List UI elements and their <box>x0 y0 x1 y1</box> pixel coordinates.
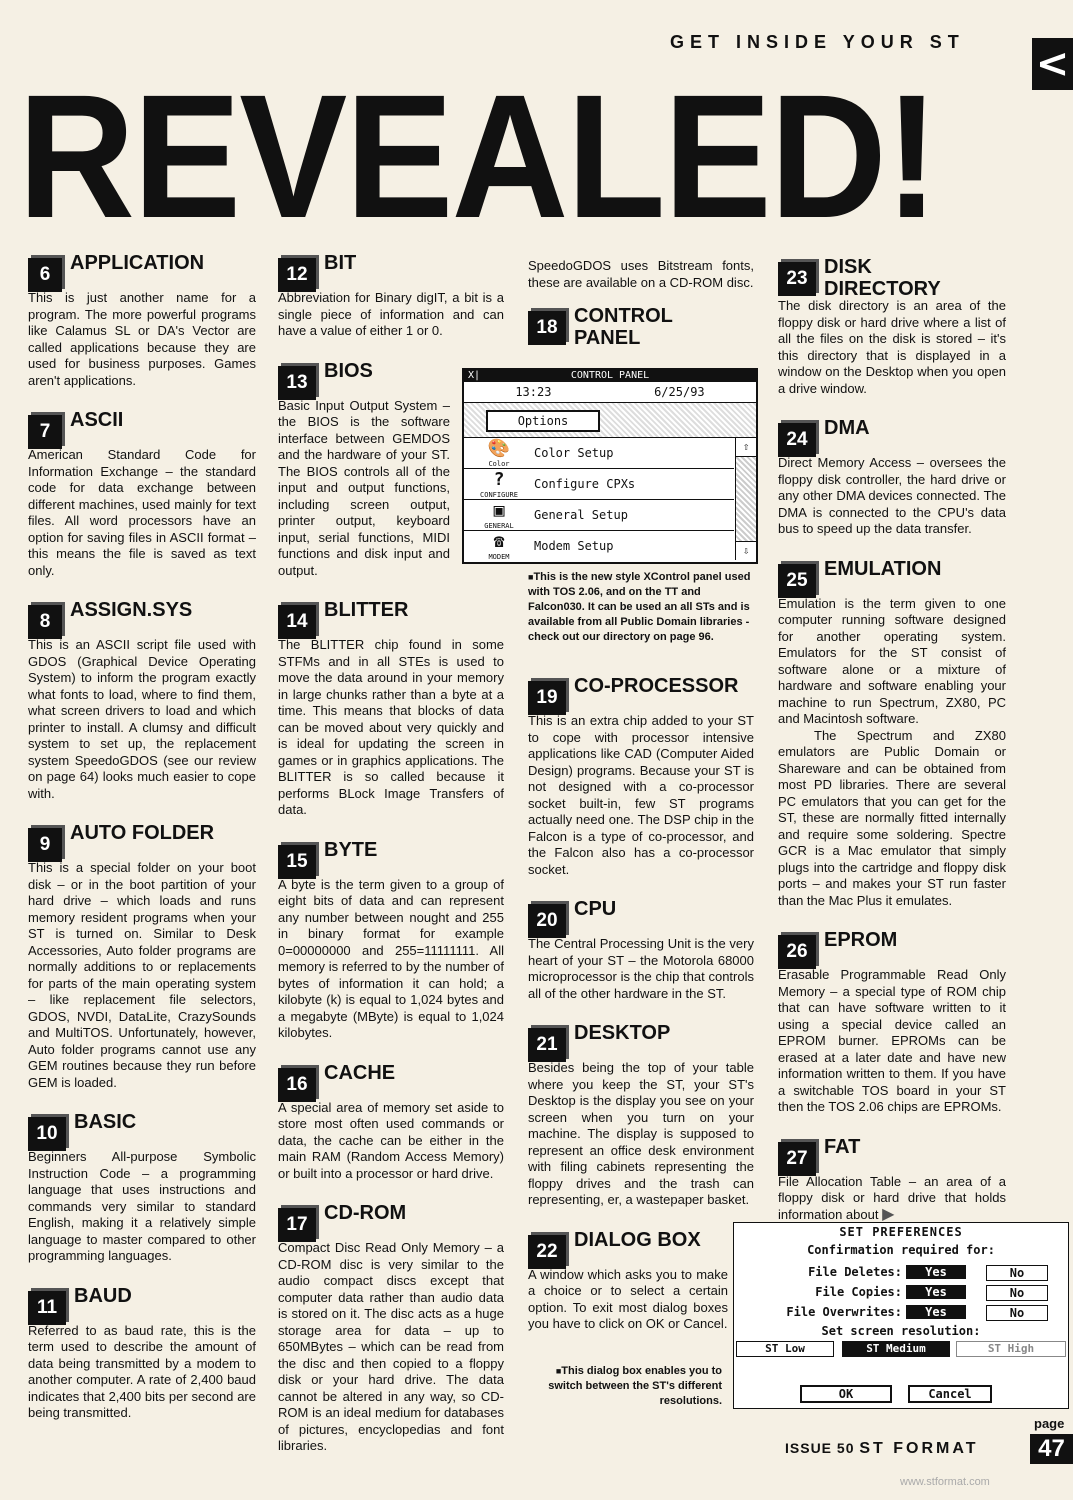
entry-body: Basic Input Output System – the BIOS is the software interface between GEMDOS and the hardware of your ST. The BIOS controls all of the input and output functions, including screen output, printer output, keyboard input, serial functions, MIDI functions and disk input and output. <box>278 397 450 578</box>
file-overwrites-label: File Overwrites: <box>786 1305 902 1319</box>
entry-number: 21 <box>528 1028 566 1062</box>
st-medium-button[interactable]: ST Medium <box>842 1341 950 1357</box>
entry-assign-sys <box>28 599 256 802</box>
entry-body: Direct Memory Access – oversees the floppy disk controller, the hard drive or any other DMA devices connected. The DMA is connected to the CPU's data bus to speed up the data transfer. <box>778 455 1006 536</box>
entry-body-continued: The Spectrum and ZX80 emulators are Public Domain or Shareware and can be obtained from most PD libraries. There are several PC emulators that you can get for the ST, these are normally fitted internally and require some soldering. Spectre GCR is a Mac emulator that simply plugs into the cartridge and floppy disk ports – and makes your ST run faster than the Mac Plus it emulates. <box>778 727 1006 908</box>
entry-number: 25 <box>778 564 816 598</box>
icon-label: MODEM <box>488 553 510 561</box>
entry-title: BAUD <box>74 1284 132 1307</box>
options-button[interactable]: Options <box>486 410 600 432</box>
cpx-label: Color Setup <box>534 446 614 460</box>
entry-title: DISK DIRECTORY <box>824 256 941 300</box>
entry-bit <box>278 252 504 340</box>
entry-number: 22 <box>528 1235 566 1269</box>
file-deletes-no-button[interactable]: No <box>986 1265 1048 1281</box>
control-panel-titlebar[interactable] <box>464 370 756 382</box>
icon-label: CONFIGURE <box>480 491 518 499</box>
file-overwrites-yes-button[interactable]: Yes <box>906 1305 966 1319</box>
entry-blitter <box>278 599 504 819</box>
entry-number: 20 <box>528 904 566 938</box>
file-copies-no-button[interactable]: No <box>986 1285 1048 1301</box>
entry-body: A special area of memory set aside to store most often used commands or data, the cache can be either in the main RAM (Random Access Memory) or built into a processor or hard drive. <box>278 1099 504 1181</box>
cpx-modem-setup[interactable] <box>464 531 734 561</box>
entry-ascii <box>28 409 256 579</box>
question-icon: ? <box>493 469 505 490</box>
entry-body: Besides being the top of your table where you keep the ST, your ST's Desktop is the display you see on your screen when you turn on your machine. The display is supposed to represent an office desk environment with filing cabinets representing the floppy drives and the trash can representing, er, a wastepaper basket. <box>528 1060 754 1207</box>
section-header: GET INSIDE YOUR ST <box>670 32 965 52</box>
entry-title: BASIC <box>74 1111 137 1133</box>
control-panel-window <box>462 368 758 564</box>
dialog-caption: ■ This dialog box enables you to switch between the ST's different resolutions. <box>540 1364 722 1409</box>
cpx-configure[interactable] <box>464 469 734 500</box>
file-deletes-label: File Deletes: <box>808 1265 902 1279</box>
st-high-button[interactable]: ST High <box>956 1341 1066 1357</box>
entry-title: BIT <box>324 252 357 274</box>
entry-title: EPROM <box>824 929 898 951</box>
cpx-label: Modem Setup <box>534 539 614 553</box>
entry-number: 6 <box>28 258 62 292</box>
entry-title: APPLICATION <box>70 252 205 274</box>
entry-number: 15 <box>278 845 316 879</box>
scroll-up-icon[interactable]: ⇧ <box>736 438 756 457</box>
entry-fat <box>778 1136 1006 1224</box>
entry-body: The disk directory is an area of the floppy disk or hard drive where a list of all the files on the disk is stored – it's this directory that is displayed in a window on the Desktop when you open a drive window. <box>778 298 1006 396</box>
entry-body: This is just another name for a program. The more powerful programs like Calamus SL or DA's Vector are called applications because they are used for business purposes. Games aren't applications. <box>28 290 256 388</box>
entry-title: BLITTER <box>324 599 409 621</box>
entry-number: 16 <box>278 1068 316 1102</box>
entry-body: This is an ASCII script file used with GDOS (Graphical Device Operating System) to inform the program exactly what fonts to load, where to find them, what screen drivers to load and which printer to install. A clumsy and difficult system to set up, the replacement system SpeedoGDOS (see our review on page 64) looks much easier to cope with. <box>28 637 256 801</box>
speedogdos-continued: SpeedoGDOS uses Bitstream fonts, these are available on a CD-ROM disc. <box>528 258 754 290</box>
window-title: CONTROL PANEL <box>570 370 650 381</box>
entry-application <box>28 252 256 389</box>
set-preferences-dialog <box>733 1222 1069 1409</box>
entry-desktop <box>528 1022 754 1209</box>
entry-number: 13 <box>278 366 316 400</box>
entry-body: File Allocation Table – an area of a floppy disk or hard drive that holds information about <box>778 1173 1006 1222</box>
file-deletes-yes-button[interactable]: Yes <box>906 1265 966 1279</box>
entry-cpu <box>528 898 754 1002</box>
file-copies-label: File Copies: <box>815 1285 902 1299</box>
cpx-general-setup[interactable] <box>464 500 734 531</box>
entry-number: 18 <box>528 311 566 345</box>
scroll-down-icon[interactable]: ⇩ <box>736 541 756 560</box>
file-overwrites-no-button[interactable]: No <box>986 1305 1048 1321</box>
computer-icon: ▣ <box>493 500 505 521</box>
entry-title: AUTO FOLDER <box>70 822 215 844</box>
entry-number: 24 <box>778 423 816 457</box>
entry-body: Referred to as baud rate, this is the term used to describe the amount of data being transmitted by a modem to another computer. A rate of 2,400 baud indicates that 2,400 bits per second are being transmitted. <box>28 1322 256 1420</box>
entry-title: BIOS <box>324 359 373 382</box>
entry-number: 27 <box>778 1142 816 1176</box>
entry-dialog-box <box>528 1229 728 1333</box>
watermark-url: www.stformat.com <box>900 1476 990 1488</box>
entry-auto-folder <box>28 822 256 1091</box>
dialog-title: SET PREFERENCES <box>839 1225 963 1239</box>
entry-title: CONTROL PANEL <box>574 305 673 349</box>
entry-body: This is an extra chip added to your ST to cope with processor intensive applications like CAD (Computer Aided Design) programs. Because your ST is not designed with a co-processor socket built-in, few ST programs actually need one. The DSP chip in the Falcon is a type of co-processor, and the Falcon also has a co-processor socket. <box>528 713 754 877</box>
entry-title: ASSIGN.SYS <box>70 599 193 621</box>
st-low-button[interactable]: ST Low <box>736 1341 834 1357</box>
entry-number: 10 <box>28 1117 66 1151</box>
palette-icon: 🎨 <box>487 438 511 459</box>
entry-title: ASCII <box>70 409 124 431</box>
entry-body: A window which asks you to make a choice or to select a certain option. To exit most dialog boxes you have to click on OK or Cancel. <box>528 1266 728 1331</box>
entry-body: This is a special folder on your boot disk – or in the boot partition of your hard drive – which loads and runs memory resident programs when your ST is turned on. Similar to Desk Accessories, Auto folder programs are normally additions to or replacements for parts of the main operating system – like replacement file selectors, GDOS, NVDI, DataLite, CrazySounds and MultiTOS. Unfortunately, however, Auto folder programs cannot use any GEM routines because they run before GEM is loaded. <box>28 860 256 1090</box>
entry-number: 12 <box>278 258 316 292</box>
clock-time: 13:23 <box>515 385 552 399</box>
entry-number: 19 <box>528 681 566 715</box>
entry-number: 26 <box>778 935 816 969</box>
entry-number: 8 <box>28 605 62 639</box>
entry-disk-directory <box>778 256 1006 397</box>
icon-label: Color <box>488 460 510 468</box>
entry-cd-rom <box>278 1202 504 1455</box>
issue-number: ISSUE 50 <box>785 1440 855 1456</box>
cpx-color-setup[interactable] <box>464 438 734 469</box>
entry-eprom <box>778 929 1006 1116</box>
continue-arrow-icon: ▶ <box>882 1205 895 1223</box>
entry-title: CD-ROM <box>324 1202 407 1224</box>
cpx-label: General Setup <box>534 508 628 522</box>
entry-body: The Central Processing Unit is the very heart of your ST – the Motorola 68000 microprocessor is the chip that controls all of the other hardware in the ST. <box>528 936 754 1001</box>
page-word: page <box>1034 1416 1065 1431</box>
entry-number: 14 <box>278 605 316 639</box>
entry-number: 17 <box>278 1208 316 1242</box>
entry-cache <box>278 1062 504 1183</box>
entry-body: Abbreviation for Binary digIT, a bit is a single piece of information and can have a value of either 1 or 0. <box>278 290 504 338</box>
entry-title: CACHE <box>324 1061 396 1084</box>
scrollbar[interactable] <box>735 438 756 560</box>
file-copies-yes-button[interactable]: Yes <box>906 1285 966 1299</box>
entry-baud <box>28 1285 256 1422</box>
control-panel-caption: ■ This is the new style XControl panel used with TOS 2.06, and on the TT and Falcon030. It can be used an all STs and is available from all Public Domain libraries - check out our directory on page 96. <box>528 570 754 645</box>
entry-number: 23 <box>778 262 816 296</box>
entry-title: DMA <box>824 417 870 439</box>
entry-control-panel <box>528 305 754 349</box>
entry-dma <box>778 417 1006 538</box>
entry-title: DIALOG BOX <box>574 1228 701 1251</box>
entry-body: A byte is the term given to a group of eight bits of data and can represent any number between nought and 255 in binary format for example 0=00000000 and 255=11111111. All memory is referred to by the number of bytes of information it can hold; a kilobyte (k) is equal to 1,024 bytes and a megabyte (MByte) is equal to 1,024 kilobytes. <box>278 876 504 1040</box>
entry-number: 11 <box>28 1291 66 1325</box>
entry-title: CPU <box>574 898 617 920</box>
entry-title: DESKTOP <box>574 1022 671 1044</box>
entry-body: American Standard Code for Information Exchange – the standard code for data exchange between different machines, used mainly for text files. All word processors have an option for saving files in ASCII format – this means the file is saved as text only. <box>28 447 256 578</box>
phone-icon: ☎ <box>493 531 505 552</box>
entry-title: BYTE <box>324 838 378 861</box>
clock-date: 6/25/93 <box>654 385 705 399</box>
resolution-label: Set screen resolution: <box>821 1324 981 1338</box>
entry-title: CO-PROCESSOR <box>574 675 739 697</box>
entry-title: FAT <box>824 1135 861 1158</box>
entry-body: Beginners All-purpose Symbolic Instruction Code – a programming language that uses instructions and commands very similar to standard English, making it a relatively simple language to master compared to other programming languages. <box>28 1149 256 1263</box>
entry-number: 9 <box>28 828 62 862</box>
page-number: 47 <box>1030 1434 1073 1464</box>
close-icon[interactable]: X| <box>468 370 481 381</box>
magazine-name: ST FORMAT <box>859 1440 979 1457</box>
confirm-label: Confirmation required for: <box>807 1243 995 1257</box>
entry-byte <box>278 839 504 1042</box>
entry-co-processor <box>528 675 754 878</box>
page-title: REVEALED! <box>18 59 938 255</box>
entry-body: Emulation is the term given to one computer running software designed for another operating system. Emulators for the ST consist of software alone or a mixture of hardware and software enabling your machine to run Spectrum, ZX80, PC and Macintosh software. <box>778 595 1006 726</box>
entry-number: 7 <box>28 415 62 449</box>
chevron-left-icon: < <box>1032 38 1073 90</box>
entry-body: Compact Disc Read Only Memory – a CD-ROM disc is very similar to the audio compact discs except that computer data rather than audio data is stored on it. The disc acts as a huge storage area for data – up to 650MBytes – which can be read from the disc and then copied to a floppy disk or your hard drive. The data cannot be altered in any way, so CD-ROM is an ideal medium for databases of pictures, encyclopedias and font libraries. <box>278 1240 504 1453</box>
footer-issue <box>785 1440 979 1458</box>
entry-bios <box>278 360 450 580</box>
entry-title: EMULATION <box>824 557 942 580</box>
entry-body: The BLITTER chip found in some STFMs and in all STEs is used to move the data around in your memory in large chunks rather than a byte at a time. This means that blocks of data can be moved about very quickly and is ideal for updating the screen in games or in graphics applications. The BLITTER is so called because it performs BLock Image Transfers of data. <box>278 637 504 817</box>
entry-body: Erasable Programmable Read Only Memory – a special type of ROM chip that can have software written to it using a special device called an EPROM burner. EPROMs can be erased at a later date and have new information written to them. If you have a switchable TOS board in your ST then the TOS 2.06 chips are EPROMs. <box>778 967 1006 1114</box>
entry-basic <box>28 1111 256 1265</box>
cancel-button[interactable]: Cancel <box>908 1385 992 1403</box>
ok-button[interactable]: OK <box>800 1385 892 1403</box>
cpx-label: Configure CPXs <box>534 477 636 491</box>
icon-label: GENERAL <box>484 522 514 530</box>
entry-emulation <box>778 558 1006 910</box>
